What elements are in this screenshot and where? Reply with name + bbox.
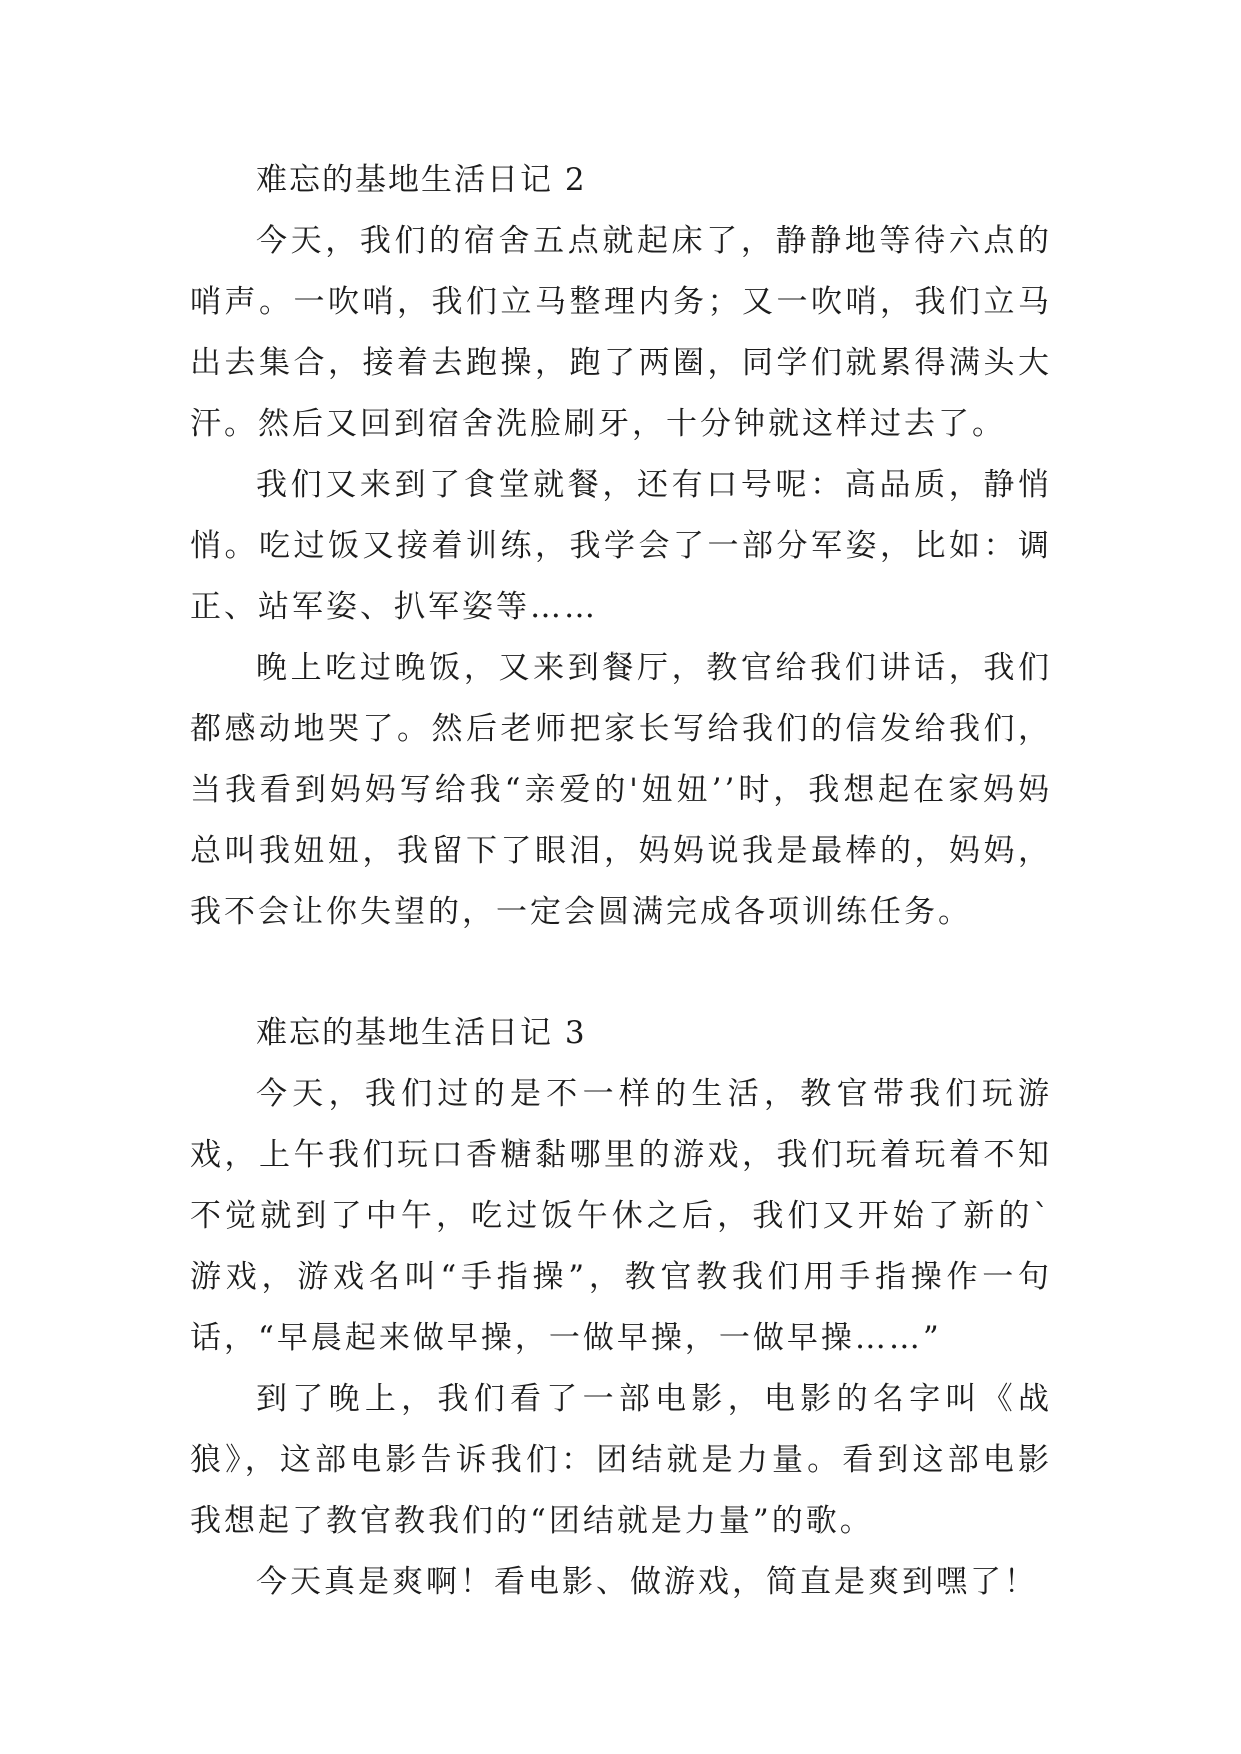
entry-title: 难忘的基地生活日记 3: [256, 1015, 587, 1051]
paragraph: 到了晚上，我们看了一部电影，电影的名字叫《战狼》，这部电影告诉我们：团结就是力量。看到这部电影我想起了教官教我们的“团结就是力量”的歌。: [190, 1381, 1052, 1539]
paragraph: 我们又来到了食堂就餐，还有口号呢：高品质，静悄悄。吃过饭又接着训练，我学会了一部分军姿，比如：调正、站军姿、扒军姿等……: [190, 467, 1052, 625]
diary-entry-2: [190, 150, 1052, 943]
paragraph: 今天，我们过的是不一样的生活，教官带我们玩游戏，上午我们玩口香糖黏哪里的游戏，我们玩着玩着不知不觉就到了中午，吃过饭午休之后，我们又开始了新的`游戏，游戏名叫“手指操”，教官教我们用手指操作一句话，“早晨起来做早操，一做早操，一做早操……”: [190, 1076, 1052, 1356]
paragraph: 今天真是爽啊！看电影、做游戏，简直是爽到嘿了！: [256, 1564, 1038, 1600]
diary-entry-3: [190, 1003, 1052, 1613]
document-page: [190, 150, 1052, 1613]
paragraph: 晚上吃过晚饭，又来到餐厅，教官给我们讲话，我们都感动地哭了。然后老师把家长写给我们的信发给我们，当我看到妈妈写给我“亲爱的'妞妞’’时，我想起在家妈妈总叫我妞妞，我留下了眼泪，妈妈说我是最棒的，妈妈，我不会让你失望的，一定会圆满完成各项训练任务。: [190, 650, 1052, 930]
entry-title: 难忘的基地生活日记 2: [256, 162, 587, 198]
paragraph: 今天，我们的宿舍五点就起床了，静静地等待六点的哨声。一吹哨，我们立马整理内务；又一吹哨，我们立马出去集合，接着去跑操，跑了两圈，同学们就累得满头大汗。然后又回到宿舍洗脸刷牙，十分钟就这样过去了。: [190, 223, 1052, 442]
